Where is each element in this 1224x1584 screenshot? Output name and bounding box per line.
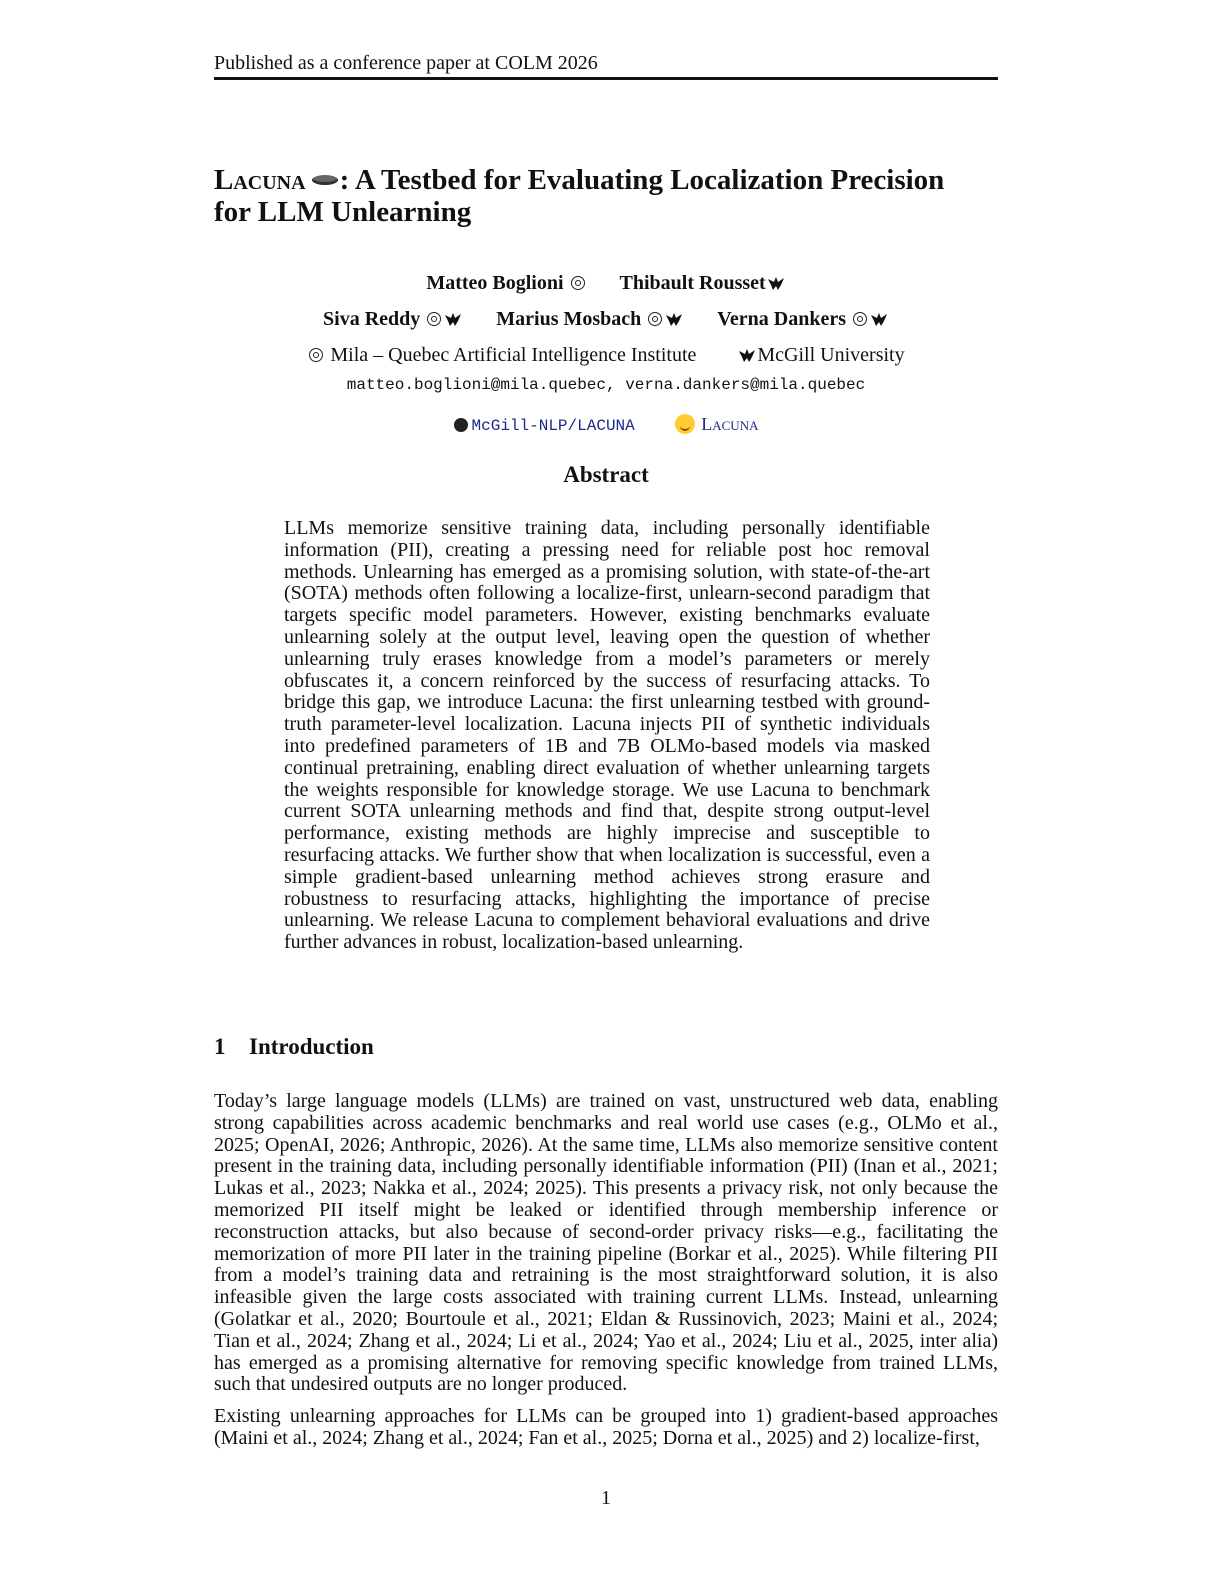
abstract-heading: Abstract <box>563 462 649 487</box>
mcgill-bird-icon <box>665 311 683 327</box>
section-number: 1 <box>214 1034 226 1059</box>
title-line1: : A Testbed for Evaluating Localization Precision <box>339 164 945 196</box>
author: Marius Mosbach <box>496 308 684 330</box>
lacuna-logo-icon <box>312 175 338 185</box>
author: Verna Dankers <box>717 308 889 330</box>
resource-links <box>214 414 998 438</box>
intro-paragraph-1: Today’s large language models (LLMs) are trained on vast, unstructured web data, enabling strong capabilities across academic benchmarks and real world use cases (e.g., OLMo et al., 2025; OpenAI, 2026; Anthropic, 2026). At the same time, LLMs also memorize sensitive content present in the training data, including personally identifiable information (PII) (Inan et al., 2021; Lukas et al., 2023; Nakka et al., 2024; 2025). This presents a privacy risk, not only because the memorized PII itself might be leaked or identified through membership inference or reconstruction attacks, but also because of second-order privacy risks—e.g., facilitating the memorization of more PII later in the training pipeline (Borkar et al., 2025). While filtering PII from a model’s training data and retraining is the most straightforward solution, it is also infeasible given the large costs associated with training current LLMs. Instead, unlearning (Golatkar et al., 2020; Bourtoule et al., 2021; Eldan & Russinovich, 2023; Maini et al., 2024; Tian et al., 2024; Zhang et al., 2024; Li et al., 2024; Yao et al., 2024; Liu et al., 2025, inter alia) has emerged as a promising alternative for removing specific knowledge from trained LLMs, such that undesired outputs are no longer produced. <box>214 1090 998 1396</box>
author-emails: matteo.boglioni@mila.quebec, verna.dankers@mila.quebec <box>346 376 866 394</box>
title-name: Lacuna <box>214 164 306 196</box>
author: Matteo Boglioni <box>426 272 586 294</box>
affiliation: Mila – Quebec Artificial Intelligence Institute <box>307 344 696 366</box>
section-title: Introduction <box>249 1034 374 1059</box>
mcgill-bird-icon <box>738 347 756 363</box>
section-heading <box>214 1034 998 1060</box>
author: Siva Reddy <box>323 308 463 330</box>
affiliation: McGill University <box>737 344 904 366</box>
github-link[interactable]: McGill-NLP/LACUNA <box>454 414 635 434</box>
abstract-text: LLMs memorize sensitive training data, including personally identifiable information (PII), creating a pressing need for reliable post hoc removal methods. Unlearning has emerged as a promising solution, with state-of-the-art (SOTA) methods often following a localize-first, unlearn-second paradigm that targets specific model parameters. However, existing benchmarks evaluate unlearning solely at the output level, leaving open the question of whether unlearning truly erases knowledge from a model’s parameters or merely obfuscates it, a concern reinforced by the success of resurfacing attacks. To bridge this gap, we introduce Lacuna: the first unlearning testbed with ground-truth parameter-level localization. Lacuna injects PII of synthetic individuals into predefined parameters of 1B and 7B OLMo-based models via masked continual pretraining, enabling direct evaluation of whether unlearning targets the weights responsible for knowledge storage. We use Lacuna to benchmark current SOTA unlearning methods and find that, despite strong output-level performance, existing methods are highly imprecise and susceptible to resurfacing attacks. We further show that when localization is successful, even a simple gradient-based unlearning method achieves strong erasure and robustness to resurfacing attacks, highlighting the importance of precise unlearning. We release Lacuna to complement behavioral evaluations and drive further advances in robust, localization-based unlearning. <box>284 517 930 954</box>
author-row-1 <box>214 272 998 295</box>
mila-icon <box>427 312 441 326</box>
header-rule <box>214 77 998 80</box>
mcgill-bird-icon <box>767 275 785 291</box>
affiliations <box>214 344 998 367</box>
mila-icon <box>309 348 323 362</box>
author-row-2 <box>214 308 998 331</box>
page-number: 1 <box>601 1487 611 1509</box>
author: Thibault Rousset <box>620 272 786 294</box>
huggingface-icon <box>675 414 695 434</box>
mila-icon <box>648 312 662 326</box>
mila-icon <box>853 312 867 326</box>
mcgill-bird-icon <box>870 311 888 327</box>
github-icon <box>454 418 468 432</box>
title-line2: for LLM Unlearning <box>214 196 472 228</box>
huggingface-link[interactable]: Lacuna <box>675 414 758 434</box>
mcgill-bird-icon <box>444 311 462 327</box>
running-header: Published as a conference paper at COLM 2026 <box>214 52 598 74</box>
intro-paragraph-2: Existing unlearning approaches for LLMs can be grouped into 1) gradient-based approaches (Maini et al., 2024; Zhang et al., 2024; Fan et al., 2025; Dorna et al., 2025) and 2) localize-first, <box>214 1405 998 1449</box>
mila-icon <box>571 276 585 290</box>
paper-title <box>214 164 1014 228</box>
